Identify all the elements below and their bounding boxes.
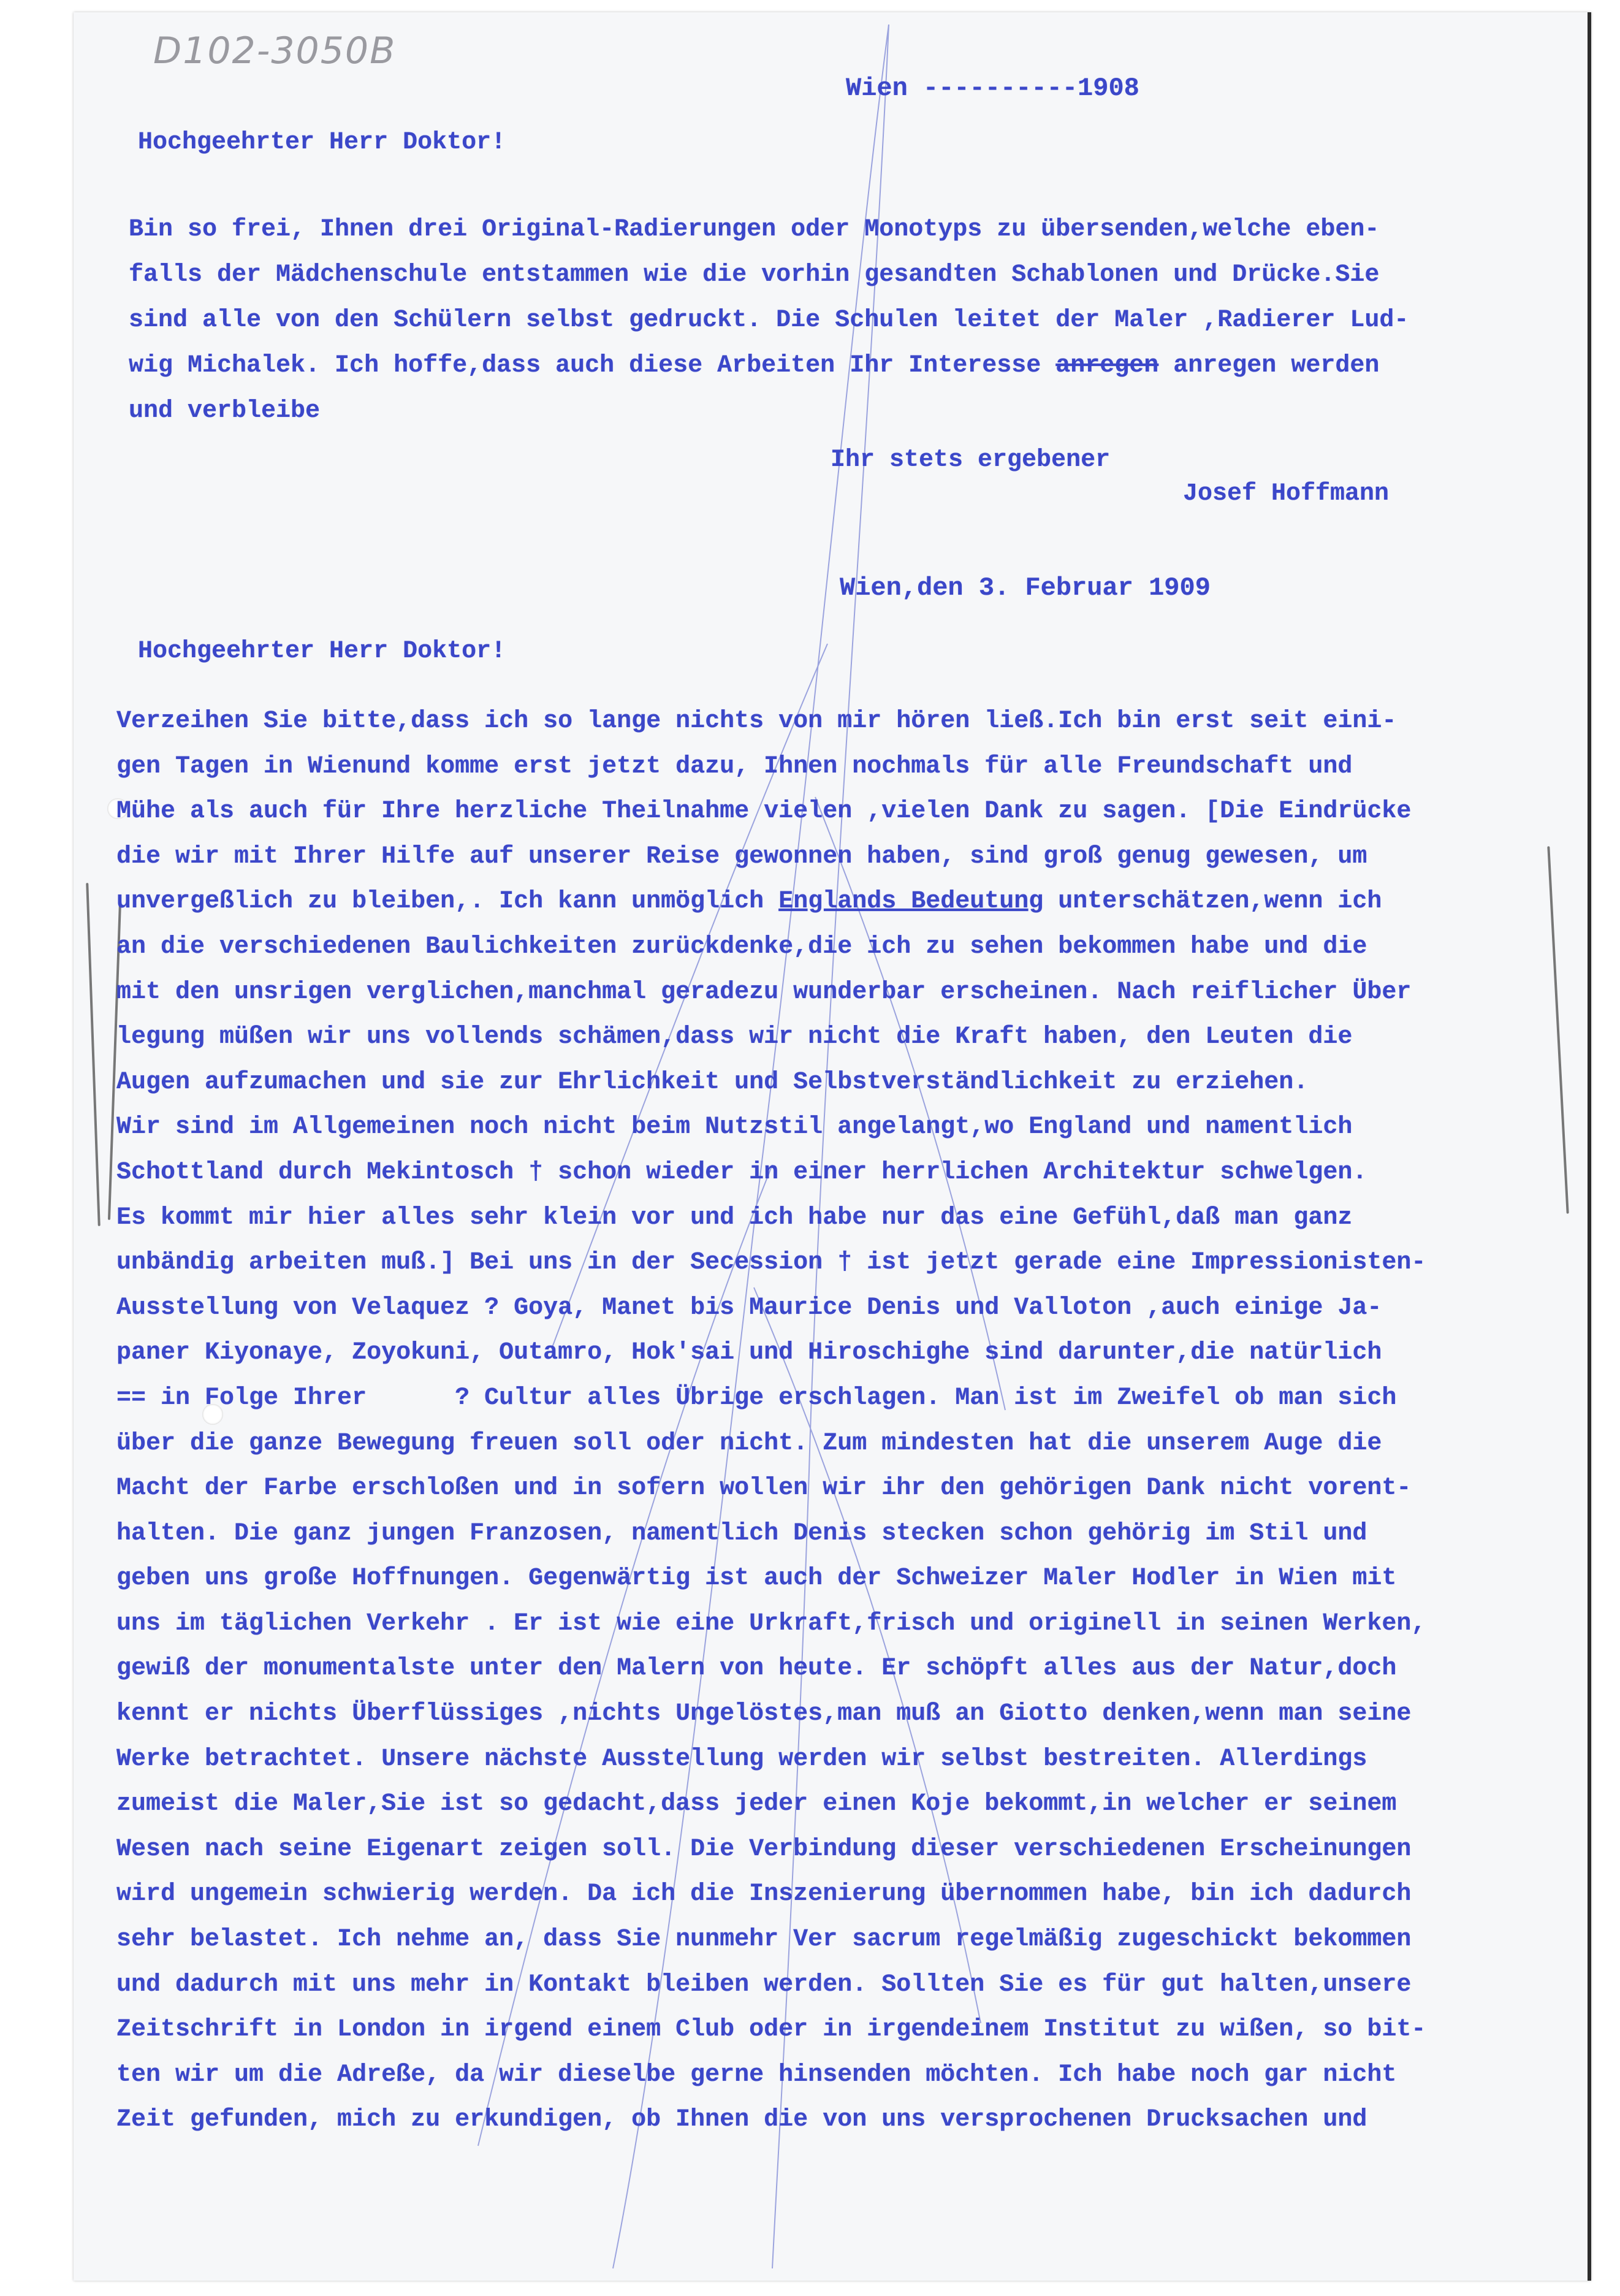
letter2-line: halten. Die ganz jungen Franzosen, namentlich Denis stecken schon gehörig im Stil und [116,1519,1367,1547]
letter2-line [116,879,1426,925]
letter2-line: an die verschiedenen Baulichkeiten zurückdenke,die ich zu sehen bekommen habe und die [116,933,1367,961]
letter2-line: Schottland durch Mekintosch † schon wieder in einer herrlichen Architektur schwelgen. [116,1158,1367,1186]
letter2-line: gen Tagen in Wienund komme erst jetzt dazu, Ihnen nochmals für alle Freundschaft und [116,752,1353,780]
underlined-phrase: Englands Bedeutung [778,888,1044,916]
letter2-line: ten wir um die Adreße, da wir dieselbe gerne hinsenden möchten. Ich habe noch gar nicht [116,2061,1397,2089]
letter1-line: und verbleibe [129,397,321,425]
letter2-line: kennt er nichts Überflüssiges ,nichts Ungelöstes,man muß an Giotto denken,wenn man seine [116,1700,1412,1728]
struck-word: anregen [1055,352,1159,379]
letter2-line: über die ganze Bewegung freuen soll oder nicht. Zum mindesten hat die unserem Auge die [116,1429,1382,1457]
letter1-closing: Ihr stets ergebener [831,446,1111,474]
letter2-line: == in Folge Ihrer ? Cultur alles Übrige erschlagen. Man ist im Zweifel ob man sich [116,1384,1397,1412]
letter2-date: Wien,den 3. Februar 1909 [840,573,1211,603]
letter1-date: Wien ----------1908 [846,74,1139,103]
letter2-line: wird ungemein schwierig werden. Da ich die Inszenierung übernommen habe, bin ich dadurch [116,1880,1412,1909]
letter2-line: Mühe als auch für Ihre herzliche Theilnahme vielen ,vielen Dank zu sagen. [Die Eindrücke [116,798,1412,826]
letter2-line: uns im täglichen Verkehr . Er ist wie eine Urkraft,frisch und originell in seinen Werken, [116,1609,1426,1638]
letter2-line: zumeist die Maler,Sie ist so gedacht,dass jeder einen Koje bekommt,in welcher er seinem [116,1790,1397,1818]
letter1-line-text: wig Michalek. Ich hoffe,dass auch diese Arbeiten Ihr Interesse [129,352,1056,379]
letter1-body [129,207,1409,434]
letter2-body [116,699,1426,2143]
letter1-line: sind alle von den Schülern selbst gedruckt. Die Schulen leitet der Maler ,Radierer Lud- [129,307,1409,334]
letter2-line: die wir mit Ihrer Hilfe auf unserer Reise gewonnen haben, sind groß genug gewesen, um [116,842,1367,871]
letter1-line [129,343,1409,389]
letter1-line-end: anregen werden [1158,352,1380,379]
letter2-line-end: unterschätzen,wenn ich [1043,888,1382,916]
letter2-line: gewiß der monumentalste unter den Malern von heute. Er schöpft alles aus der Natur,doch [116,1655,1397,1683]
archive-number: D102-3050B [153,29,397,72]
letter1-salutation: Hochgeehrter Herr Doktor! [138,129,506,156]
letter2-line: Ausstellung von Velaquez ? Goya, Manet bis Maurice Denis und Valloton ,auch einige Ja- [116,1294,1382,1322]
letter2-line: sehr belastet. Ich nehme an, dass Sie nunmehr Ver sacrum regelmäßig zugeschickt bekommen [116,1926,1412,1954]
letter2-line: Es kommt mir hier alles sehr klein vor und ich habe nur das eine Gefühl,daß man ganz [116,1203,1353,1232]
letter2-line: Wesen nach seine Eigenart zeigen soll. Die Verbindung dieser verschiedenen Erscheinungen [116,1835,1412,1863]
letter2-line: mit den unsrigen verglichen,manchmal geradezu wunderbar erscheinen. Nach reiflicher Über [116,978,1412,1006]
letter2-line: paner Kiyonaye, Zoyokuni, Outamro, Hok'sai und Hiroschighe sind darunter,die natürlich [116,1339,1382,1367]
letter2-line-text: unvergeßlich zu bleiben,. Ich kann unmöglich [116,888,779,916]
letter2-line: Werke betrachtet. Unsere nächste Ausstellung werden wir selbst bestreiten. Allerdings [116,1745,1367,1773]
letter1-signature: Josef Hoffmann [1183,480,1390,508]
letter2-line: Macht der Farbe erschloßen und in sofern wollen wir ihr den gehörigen Dank nicht vorent- [116,1474,1412,1503]
letter2-line: unbändig arbeiten muß.] Bei uns in der Secession † ist jetzt gerade eine Impressionisten- [116,1249,1426,1277]
letter1-line: falls der Mädchenschule entstammen wie die vorhin gesandten Schablonen und Drücke.Sie [129,261,1380,289]
letter2-line: Augen aufzumachen und sie zur Ehrlichkeit und Selbstverständlichkeit zu erziehen. [116,1068,1309,1096]
letter2-line: Zeitschrift in London in irgend einem Club oder in irgendeinem Institut zu wißen, so bit- [116,2016,1426,2044]
letter2-line: und dadurch mit uns mehr in Kontakt bleiben werden. Sollten Sie es für gut halten,unsere [116,1970,1412,1999]
letter2-line: Wir sind im Allgemeinen noch nicht beim Nutzstil angelangt,wo England und namentlich [116,1113,1353,1142]
letter2-salutation: Hochgeehrter Herr Doktor! [138,638,506,665]
letter1-line: Bin so frei, Ihnen drei Original-Radierungen oder Monotyps zu übersenden,welche eben- [129,216,1380,243]
letter2-line: geben uns große Hoffnungen. Gegenwärtig ist auch der Schweizer Maler Hodler in Wien mit [116,1565,1397,1593]
letter2-line: Verzeihen Sie bitte,dass ich so lange nichts von mir hören ließ.Ich bin erst seit eini- [116,707,1397,735]
letter2-line: Zeit gefunden, mich zu erkundigen, ob Ihnen die von uns versprochenen Drucksachen und [116,2106,1367,2134]
letter2-line: legung müßen wir uns vollends schämen,dass wir nicht die Kraft haben, den Leuten die [116,1023,1353,1051]
